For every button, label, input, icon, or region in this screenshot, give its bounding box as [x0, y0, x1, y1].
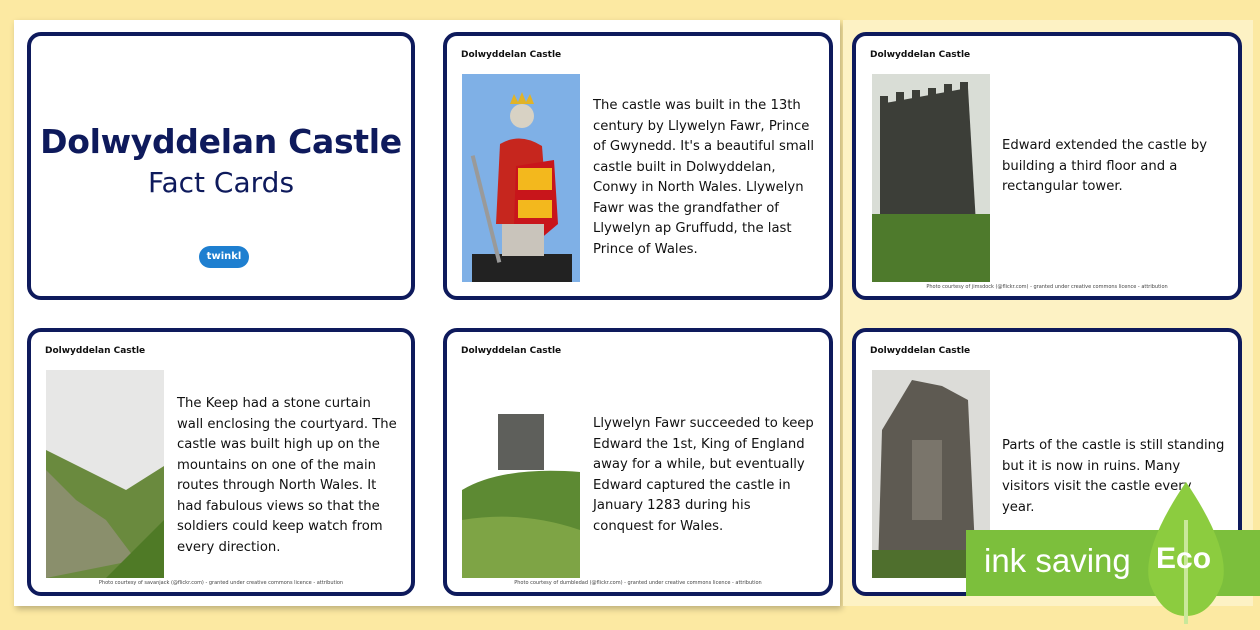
statue-photo: [462, 74, 580, 282]
fact-card: [27, 328, 415, 596]
card-fact-text: The castle was built in the 13th century by Llywelyn Fawr, Prince of Gwynedd. It's a beautiful small castle built in Dolwyddelan, Conwy in North Wales. Llywelyn Fawr was the grandfather of Llywelyn ap Gruffudd, the last Prince of Wales.: [593, 98, 815, 257]
card-title: Dolwyddelan Castle: [870, 50, 971, 60]
card-title: Dolwyddelan Castle: [461, 50, 562, 60]
ink-saving-label: ink saving: [984, 542, 1131, 579]
fact-card: [443, 32, 833, 300]
fact-card: [443, 328, 833, 596]
hillside-photo: [46, 370, 164, 578]
card-title: Dolwyddelan Castle: [45, 346, 146, 356]
eco-label: Eco: [1156, 542, 1212, 575]
card-title: Dolwyddelan Castle: [461, 346, 562, 356]
photo-credit: Photo courtesy of savanjack (@flickr.com) - granted under creative commons licence - attribution: [98, 580, 344, 586]
card-fact-text: Edward extended the castle by building a third floor and a rectangular tower.: [1002, 138, 1208, 194]
castle-tower-photo: [872, 74, 990, 282]
fact-card: [852, 32, 1242, 300]
card-fact-text: Llywelyn Fawr succeeded to keep Edward the 1st, King of England away for a while, but eventually Edward captured the castle in January 1283 during his conquest for Wales.: [593, 416, 814, 534]
cover-card: [27, 32, 415, 300]
photo-credit: Photo courtesy of jimsdock (@flickr.com) - granted under creative commons licence - attribution: [926, 284, 1168, 290]
photo-credit: Photo courtesy of dumbledad (@flickr.com) - granted under creative commons licence - attribution: [514, 580, 762, 586]
twinkl-logo: twinkl: [199, 246, 249, 268]
card-fact-text: Parts of the castle is still standing but it is now in ruins. Many visitors visit the castle every year.: [1002, 438, 1225, 515]
castle-hill-photo: [462, 410, 580, 578]
cover-title: Dolwyddelan Castle: [40, 122, 402, 161]
card-fact-text: The Keep had a stone curtain wall enclosing the courtyard. The castle was built high up on the mountains on one of the main routes through North Wales. It had fabulous views so that the soldiers could keep watch from every direction.: [177, 396, 397, 555]
card-title: Dolwyddelan Castle: [870, 346, 971, 356]
cover-subtitle: Fact Cards: [147, 166, 295, 199]
